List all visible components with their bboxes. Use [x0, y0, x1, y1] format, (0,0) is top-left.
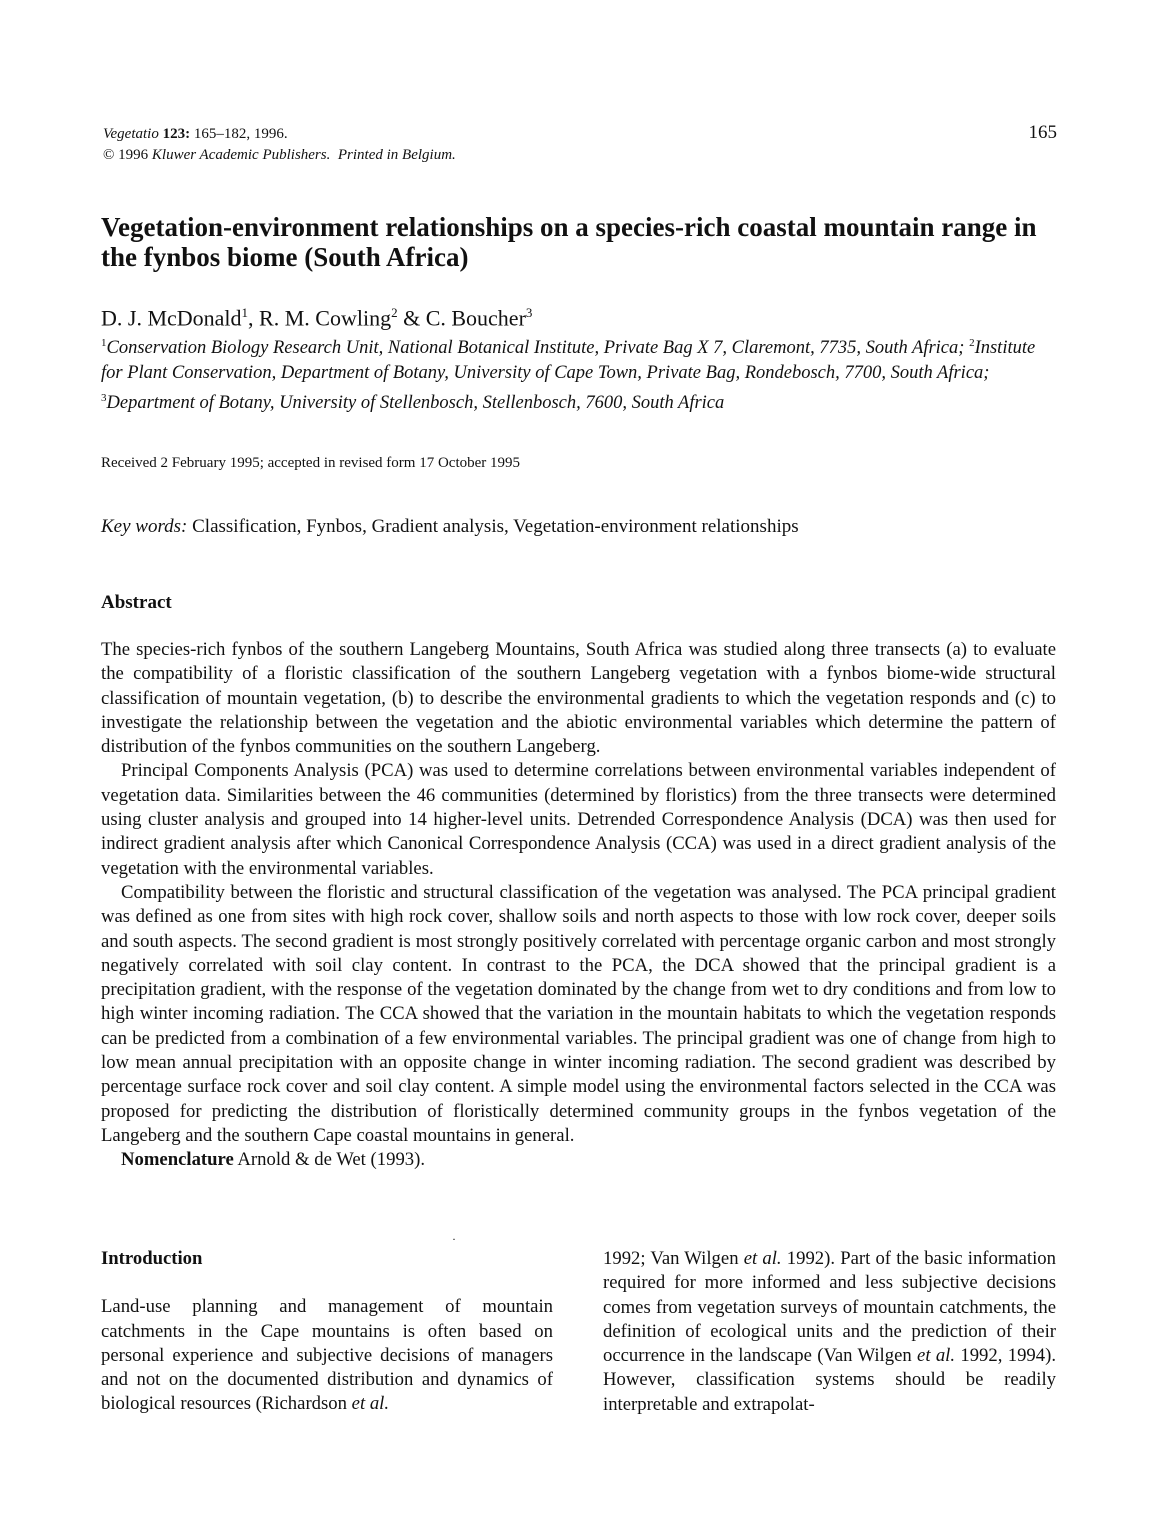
page-number: 165 — [1028, 122, 1057, 143]
intro-left-text: Land-use planning and management of mountain catchments in the Cape mountains is often based on personal experience and subjective decisions of managers and not on the documented distribution and dynamics of biological resources (Richardson — [101, 1296, 553, 1415]
abstract-paragraph-2: Principal Components Analysis (PCA) was used to determine correlations between environmental variables independent of vegetation data. Similarities between the 46 communities (determined by floristics) from the three transects were determined using cluster analysis and grouped into 14 higher-level units. Detrended Correspondence Analysis (DCA) was then used for indirect gradient analysis after which Canonical Correspondence Analysis (CCA) was used in a direct gradient analysis of the vegetation with the environmental variables. — [101, 760, 1056, 879]
abstract-paragraph-1: The species-rich fynbos of the southern Langeberg Mountains, South Africa was studied along three transects (a) to evaluate the compatibility of a floristic classification of the southern Langeberg vegetation with a fynbos biome-wide structural classification of mountain vegetation, (b) to describe the environmental gradients to which the vegetation responds and (c) to investigate the relationship between the vegetation and the abiotic environmental variables which determine the pattern of distribution of the fynbos communities on the southern Langeberg. — [101, 639, 1056, 758]
intro-right-text-b: 1992). Part of the basic information required for more informed and less subjective decisions comes from vegetation surveys of mountain catchments, the definition of ecological units and the prediction of their occurrence in the landscape (Van Wilgen — [603, 1248, 1056, 1367]
author-list — [101, 305, 532, 331]
right-column — [603, 1247, 1056, 1417]
journal-citation — [103, 124, 456, 145]
stray-mark: · — [452, 1232, 456, 1246]
copyright-line — [103, 145, 456, 166]
affiliation-3-mark: 3 — [101, 392, 107, 405]
author-1-mark: 1 — [241, 305, 249, 320]
keywords-label: Key words: — [101, 516, 188, 537]
intro-left-etal: et al. — [351, 1393, 390, 1415]
author-1: D. J. McDonald — [101, 305, 242, 331]
nomenclature-line — [101, 1148, 1056, 1172]
affiliation-1-mark: 1 — [101, 337, 107, 349]
author-3-mark: 3 — [525, 305, 533, 320]
left-column — [101, 1247, 553, 1417]
abstract-paragraph-3: Compatibility between the floristic and structural classification of the vegetation was analysed. The PCA principal gradient was defined as one from sites with high rock cover, shallow soils and north aspects to those with low rock cover, deeper soils and south aspects. The second gradient is most strongly positively correlated with percentage organic carbon and most strongly negatively correlated with soil clay content. In contrast to the PCA, the DCA showed that the principal gradient is a precipitation gradient, with the response of the vegetation dominated by the change from wet to dry conditions and from low to high winter incoming radiation. The CCA showed that the variation in the mountain habitats to which the vegetation responds can be predicted from a combination of a few environmental variables. The principal gradient was one of change from high to low mean annual precipitation with an opposite change in winter incoming radiation. The second gradient was described by percentage surface rock cover and soil clay content. A simple model using the environmental factors selected in the CCA was proposed for predicting the distribution of floristically determined community groups in the fynbos vegetation of the Langeberg and the southern Cape coastal mountains in general. — [101, 881, 1056, 1146]
abstract-heading: Abstract — [101, 592, 172, 613]
intro-right-text-c: 1992, 1994). However, classification systems should be readily interpretable and extrapolat- — [603, 1345, 1056, 1415]
affiliation-3: Department of Botany, University of Stellenbosch, Stellenbosch, 7600, South Africa — [106, 393, 725, 414]
keywords — [101, 516, 799, 538]
introduction-heading: Introduction — [101, 1248, 203, 1269]
affiliation-2: Institute for Plant Conservation, Department of Botany, University of Cape Town, Private Bag, Rondebosch, 7700, South Africa; — [101, 338, 1036, 384]
copyright-icon: © — [103, 147, 115, 163]
received-dates: Received 2 February 1995; accepted in revised form 17 October 1995 — [101, 455, 521, 471]
intro-right-text-a: 1992; Van Wilgen — [603, 1248, 744, 1269]
journal-pages: 165–182, 1996. — [193, 126, 288, 142]
journal-name: Vegetatio — [103, 126, 159, 142]
abstract-body — [101, 638, 1056, 1173]
nomenclature-text: Arnold & de Wet (1993). — [233, 1149, 426, 1171]
author-3: & C. Boucher — [397, 305, 526, 331]
intro-right-etal-1: et al. — [743, 1248, 782, 1269]
journal-volume: 123: — [162, 126, 191, 142]
introduction-paragraph-right — [603, 1247, 1056, 1417]
copyright-year: 1996 — [118, 147, 149, 163]
paper-title: Vegetation-environment relationships on a species-rich coastal mountain range in the fynbos biome (South Africa) — [101, 212, 1037, 272]
affiliation-2-mark: 2 — [969, 337, 975, 349]
affiliations — [101, 331, 1061, 416]
keywords-text: Classification, Fynbos, Gradient analysis, Vegetation-environment relationships — [192, 516, 799, 537]
publisher: Kluwer Academic Publishers. — [151, 147, 331, 163]
affiliation-1: Conservation Biology Research Unit, National Botanical Institute, Private Bag X 7, Claremont, 7735, South Africa; — [106, 338, 965, 359]
intro-right-etal-2: et al. — [917, 1345, 956, 1367]
author-2-mark: 2 — [391, 305, 398, 320]
introduction-paragraph-left — [101, 1295, 553, 1416]
journal-header — [103, 124, 456, 166]
author-2: , R. M. Cowling — [248, 305, 392, 331]
nomenclature-label: Nomenclature — [121, 1149, 234, 1171]
printed-location: Printed in Belgium. — [337, 147, 456, 163]
